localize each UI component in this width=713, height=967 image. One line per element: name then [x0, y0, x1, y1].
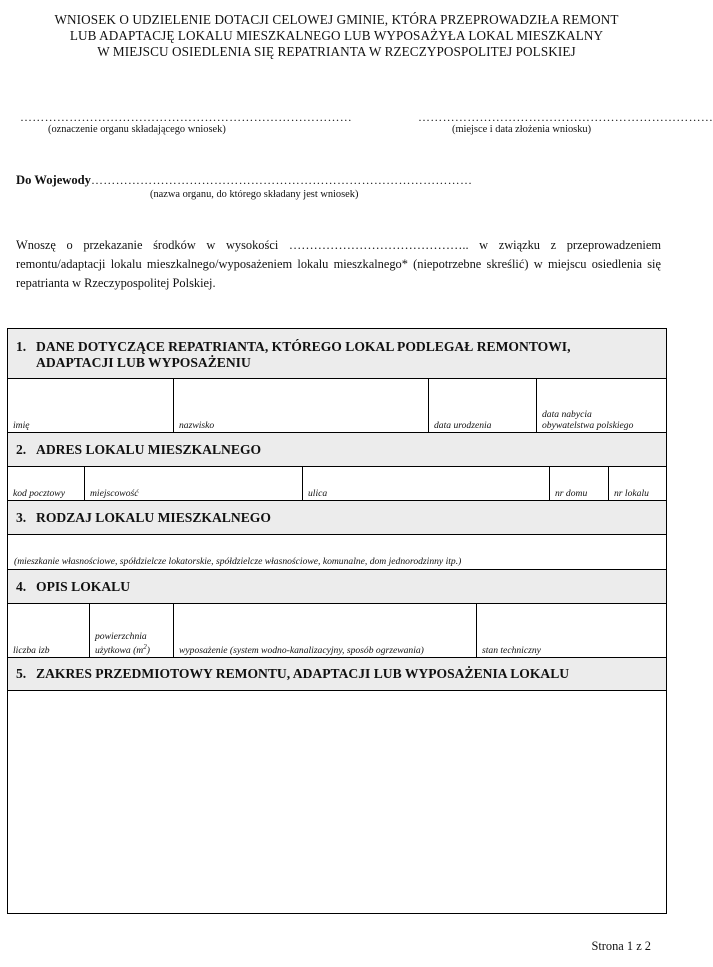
- apartment-number-field[interactable]: [609, 467, 666, 500]
- title-line-3: W MIEJSCU OSIEDLENIA SIĘ REPATRIANTA W RZECZYPOSPOLITEJ POLSKIEJ: [97, 44, 576, 59]
- house-number-field[interactable]: [550, 467, 609, 500]
- organ-field[interactable]: ………………………………………………………………………: [20, 110, 353, 124]
- place-date-field[interactable]: ………………………………………………………………: [418, 110, 713, 124]
- dwelling-type-field[interactable]: [8, 535, 666, 570]
- section-4-number: 4.: [16, 579, 27, 594]
- section-1-fields: [8, 379, 666, 433]
- equipment-field[interactable]: [174, 604, 477, 657]
- section-5-number: 5.: [16, 666, 27, 681]
- section-4-fields: [8, 604, 666, 658]
- addressee-caption: (nazwa organu, do którego składany jest wniosek): [150, 189, 359, 200]
- section-2-header: [8, 433, 666, 467]
- section-1-title-line-2: ADAPTACJI LUB WYPOSAŻENIU: [36, 355, 251, 370]
- dwelling-type-hint: (mieszkanie własnościowe, spółdzielcze lokatorskie, spółdzielcze własnościowe, komunalne, dom jednorodzinny itp.): [14, 556, 462, 567]
- technical-condition-label: stan techniczny: [482, 645, 541, 656]
- last-name-label: nazwisko: [179, 420, 215, 431]
- first-name-field[interactable]: [8, 379, 174, 432]
- request-paragraph: Wnoszę o przekazanie środków w wysokości …………………………………….. w związku z przeprowadzeniem remontu/adaptacji lokalu mieszkalnego/wyposażeniem lokalu mieszkalnego* (niepotrzebne skreślić) w miejscu osiedlenia się repatrianta w Rzeczypospolitej Polskiej.: [16, 238, 661, 290]
- locality-field[interactable]: [85, 467, 303, 500]
- page-number: Strona 1 z 2: [591, 939, 651, 953]
- section-5-title: ZAKRES PRZEDMIOTOWY REMONTU, ADAPTACJI LUB WYPOSAŻENIA LOKALU: [36, 666, 570, 681]
- section-4-title: OPIS LOKALU: [36, 579, 131, 594]
- technical-condition-field[interactable]: [477, 604, 666, 657]
- usable-area-field[interactable]: [90, 604, 174, 657]
- addressee-field[interactable]: …………………………………………………………………………………: [90, 173, 473, 187]
- usable-area-label-close: ): [146, 645, 150, 656]
- addressee-label: Do Wojewody: [16, 173, 91, 187]
- citizenship-date-label-line-2: obywatelstwa polskiego: [542, 420, 634, 431]
- organ-field-caption: (oznaczenie organu składającego wniosek): [48, 124, 226, 135]
- citizenship-date-field[interactable]: [537, 379, 666, 432]
- application-form: [7, 328, 667, 914]
- postal-code-field[interactable]: [8, 467, 85, 500]
- street-field[interactable]: [303, 467, 550, 500]
- section-4-header: [8, 570, 666, 604]
- section-1-title: [36, 339, 658, 371]
- locality-label: miejscowość: [90, 488, 139, 499]
- citizenship-date-label-line-1: data nabycia: [542, 409, 592, 420]
- section-2-number: 2.: [16, 442, 27, 457]
- first-name-label: imię: [13, 420, 30, 431]
- equipment-label: wyposażenie (system wodno-kanalizacyjny, sposób ogrzewania): [179, 645, 424, 656]
- section-5-header: [8, 658, 666, 691]
- section-3-header: [8, 501, 666, 535]
- place-date-caption: (miejsce i data złożenia wniosku): [452, 124, 592, 135]
- section-2-fields: [8, 467, 666, 501]
- rooms-count-field[interactable]: [8, 604, 90, 657]
- title-line-1: WNIOSEK O UDZIELENIE DOTACJI CELOWEJ GMINIE, KTÓRA PRZEPROWADZIŁA REMONT: [54, 12, 619, 27]
- section-1-header: [8, 329, 666, 379]
- birth-date-label: data urodzenia: [434, 420, 492, 431]
- apartment-number-label: nr lokalu: [614, 488, 649, 499]
- section-1-number: 1.: [16, 339, 27, 354]
- scope-description-field[interactable]: [8, 691, 666, 913]
- usable-area-label-line-2: użytkowa (m: [95, 645, 144, 656]
- last-name-field[interactable]: [174, 379, 429, 432]
- title-line-2: LUB ADAPTACJĘ LOKALU MIESZKALNEGO LUB WYPOSAŻYŁA LOKAL MIESZKALNY: [69, 28, 604, 43]
- usable-area-superscript: 2: [143, 642, 147, 651]
- addressee-line: [16, 173, 472, 188]
- birth-date-field[interactable]: [429, 379, 537, 432]
- section-1-title-line-1: DANE DOTYCZĄCE REPATRIANTA, KTÓREGO LOKAL PODLEGAŁ REMONTOWI,: [36, 339, 571, 354]
- usable-area-label-line-1: powierzchnia: [95, 630, 147, 642]
- section-3-number: 3.: [16, 510, 27, 525]
- section-2-title: ADRES LOKALU MIESZKALNEGO: [36, 442, 262, 457]
- postal-code-label: kod pocztowy: [13, 488, 65, 499]
- rooms-count-label: liczba izb: [13, 645, 50, 656]
- section-3-title: RODZAJ LOKALU MIESZKALNEGO: [36, 510, 271, 525]
- document-title: [10, 12, 663, 60]
- house-number-label: nr domu: [555, 488, 588, 499]
- citizenship-date-label: [542, 409, 633, 431]
- street-label: ulica: [308, 488, 328, 499]
- usable-area-label: [95, 631, 150, 656]
